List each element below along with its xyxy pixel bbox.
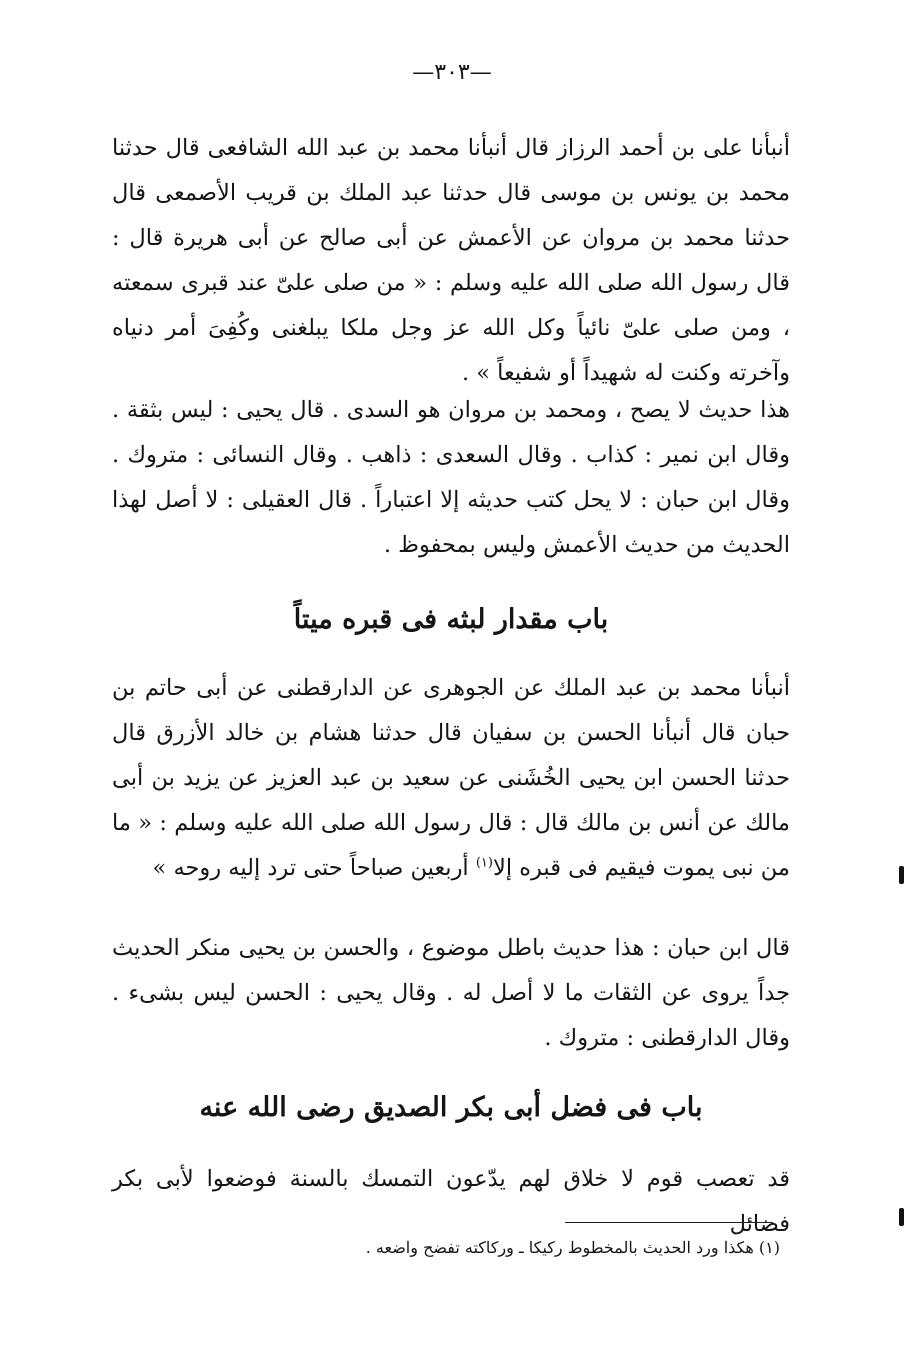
paragraph-text-part: أنبأنا محمد بن عبد الملك عن الجوهرى عن الدارقطنى عن أبى حاتم بن حبان قال أنبأنا الحسن بن سفيان قال حدثنا هشام بن خالد الأزرق قال حدثنا الحسن ابن يحيى الخُشَنى عن سعيد بن عبد العزيز عن يزيد بن أبى مالك عن أنس بن مالك قال : قال رسول الله صلى الله عليه وسلم : « ما من نبى يموت فيقيم فى قبره إلا	[112, 675, 790, 881]
chapter-heading-grave-duration: باب مقدار لبثه فى قبره ميتاً	[293, 604, 609, 635]
chapter-heading-abu-bakr: باب فى فضل أبى بكر الصديق رضى الله عنه	[199, 1092, 703, 1123]
footnote-divider	[565, 1222, 773, 1223]
scan-edge-mark	[899, 1208, 904, 1226]
footnote-reference[interactable]: (١)	[475, 855, 493, 871]
paragraph-text	[112, 666, 790, 891]
page-number: —٣٠٣—	[412, 60, 492, 85]
paragraph-text: قد تعصب قوم لا خلاق لهم يدّعون التمسك بالسنة فوضعوا لأبى بكر فضائل	[112, 1166, 790, 1237]
paragraph-text: أنبأنا على بن أحمد الرزاز قال أنبأنا محمد بن عبد الله الشافعى قال حدثنا محمد بن يونس بن موسى قال حدثنا عبد الملك بن قريب الأصمعى قال حدثنا محمد بن مروان عن الأعمش عن أبى صالح عن أبى هريرة قال : قال رسول الله صلى الله عليه وسلم : « من صلى علىّ عند قبرى سمعته ، ومن صلى علىّ نائياً وكل الله عز وجل ملكا يبلغنى وكُفِىَ أمر دنياه وآخرته وكنت له شهيداً أو شفيعاً » .	[112, 135, 790, 386]
paragraph-text: قال ابن حبان : هذا حديث باطل موضوع ، والحسن بن يحيى منكر الحديث جداً يروى عن الثقات ما لا أصل له . وقال يحيى : الحسن ليس بشىء . وقال الدارقطنى : متروك .	[112, 935, 790, 1051]
paragraph-commentary-1	[112, 388, 790, 568]
paragraph-text-part: أربعين صباحاً حتى ترد إليه روحه »	[152, 855, 469, 881]
scan-edge-mark	[899, 866, 904, 884]
paragraph-commentary-2	[112, 926, 790, 1061]
paragraph-text: هذا حديث لا يصح ، ومحمد بن مروان هو السدى . قال يحيى : ليس بثقة . وقال ابن نمير : كذاب . وقال السعدى : ذاهب . وقال النسائى : متروك . وقال ابن حبان : لا يحل كتب حديثه إلا اعتباراً . قال العقيلى : لا أصل لهذا الحديث من حديث الأعمش وليس بمحفوظ .	[112, 397, 790, 558]
paragraph-hadith-grave-duration	[112, 666, 790, 891]
paragraph-hadith-visiting-grave	[112, 126, 790, 396]
footnote: (١) هكذا ورد الحديث بالمخطوط ركيكا ـ وركاكته تفضح واضعه .	[365, 1238, 780, 1257]
